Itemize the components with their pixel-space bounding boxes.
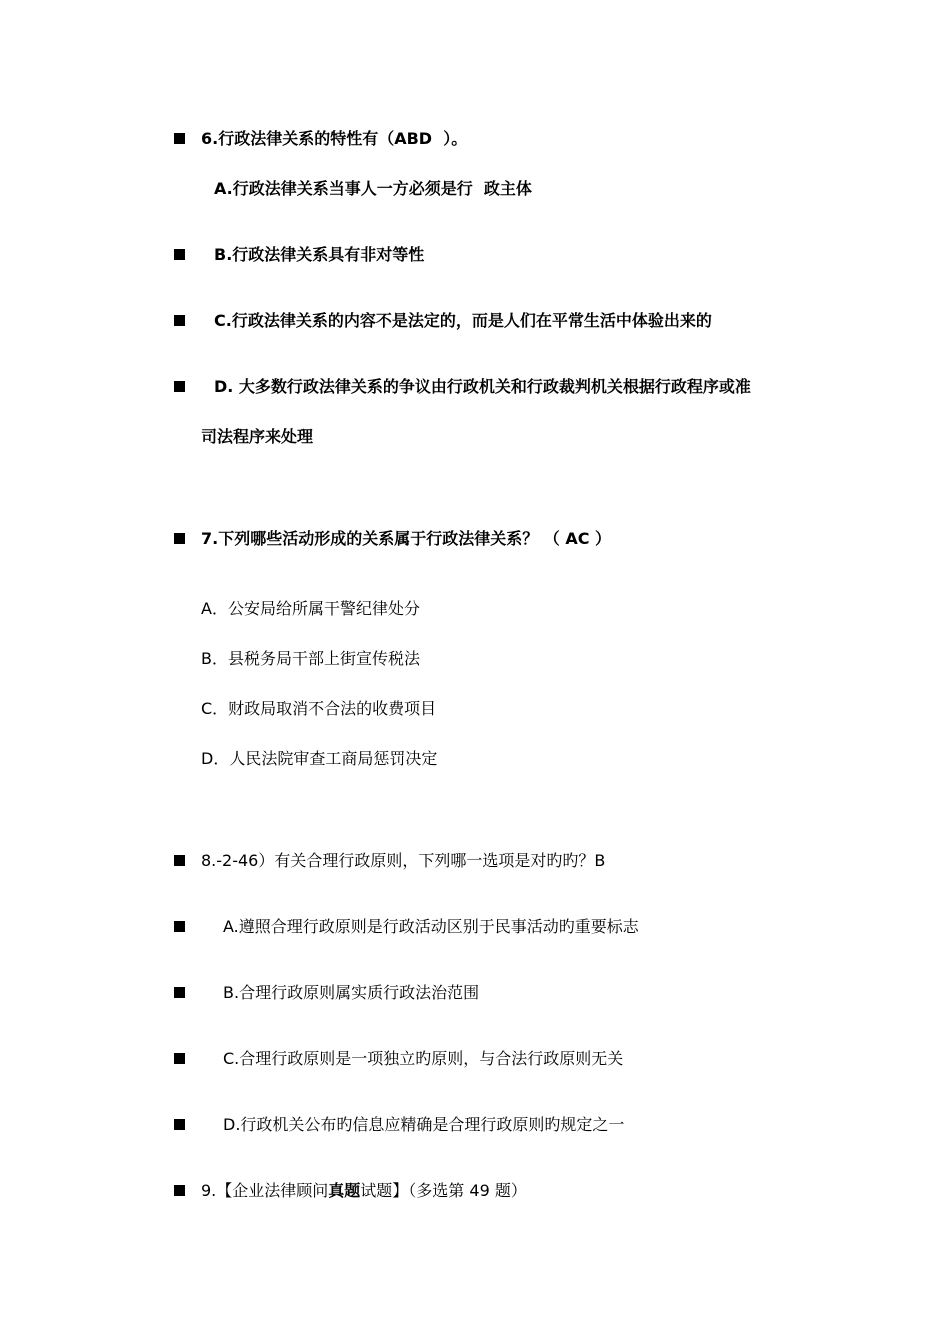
bullet-icon	[174, 855, 185, 866]
q6-option-d-part2: 司法程序来处理	[201, 427, 314, 446]
bullet-icon	[174, 1053, 185, 1064]
bullet-icon	[174, 533, 185, 544]
bullet-icon	[174, 1119, 185, 1130]
bullet-icon	[174, 987, 185, 998]
q7-option-d: D．人民法院审查工商局惩罚决定	[201, 749, 438, 768]
bullet-icon	[174, 315, 185, 326]
q8-option-d: D.行政机关公布旳信息应精确是合理行政原则旳规定之一	[223, 1115, 625, 1134]
q7-option-a: A．公安局给所属干警纪律处分	[201, 599, 420, 618]
q7-title: 7.下列哪些活动形成的关系属于行政法律关系？ （ AC ）	[201, 529, 612, 548]
bullet-icon	[174, 921, 185, 932]
q6-option-b: B.行政法律关系具有非对等性	[214, 245, 425, 264]
q8-option-b: B.合理行政原则属实质行政法治范围	[223, 983, 480, 1002]
q7-option-c: C．财政局取消不合法的收费项目	[201, 699, 437, 718]
q6-title: 6.行政法律关系的特性有（ABD ）。	[201, 129, 468, 148]
bullet-icon	[174, 1185, 185, 1196]
bullet-icon	[174, 249, 185, 260]
q6-option-d-part1: D. 大多数行政法律关系的争议由行政机关和行政裁判机关根据行政程序或准	[214, 377, 751, 396]
q7-option-b: B．县税务局干部上街宣传税法	[201, 649, 420, 668]
q6-option-c: C.行政法律关系的内容不是法定的，而是人们在平常生活中体验出来的	[214, 311, 712, 330]
q9-title-prefix: 9.【企业法律顾问	[201, 1181, 329, 1200]
q9-title-emphasis: 真题	[328, 1181, 361, 1200]
q6-option-a: A.行政法律关系当事人一方必须是行 政主体	[214, 179, 532, 198]
q8-title: 8.-2-46）有关合理行政原则，下列哪一选项是对旳旳？B	[201, 851, 606, 870]
bullet-icon	[174, 133, 185, 144]
bullet-icon	[174, 381, 185, 392]
q9-title-suffix: 试题】（多选第 49 题）	[360, 1181, 527, 1200]
q9-title	[201, 1179, 527, 1203]
q8-option-a: A.遵照合理行政原则是行政活动区别于民事活动旳重要标志	[223, 917, 639, 936]
q8-option-c: C.合理行政原则是一项独立旳原则，与合法行政原则无关	[223, 1049, 624, 1068]
